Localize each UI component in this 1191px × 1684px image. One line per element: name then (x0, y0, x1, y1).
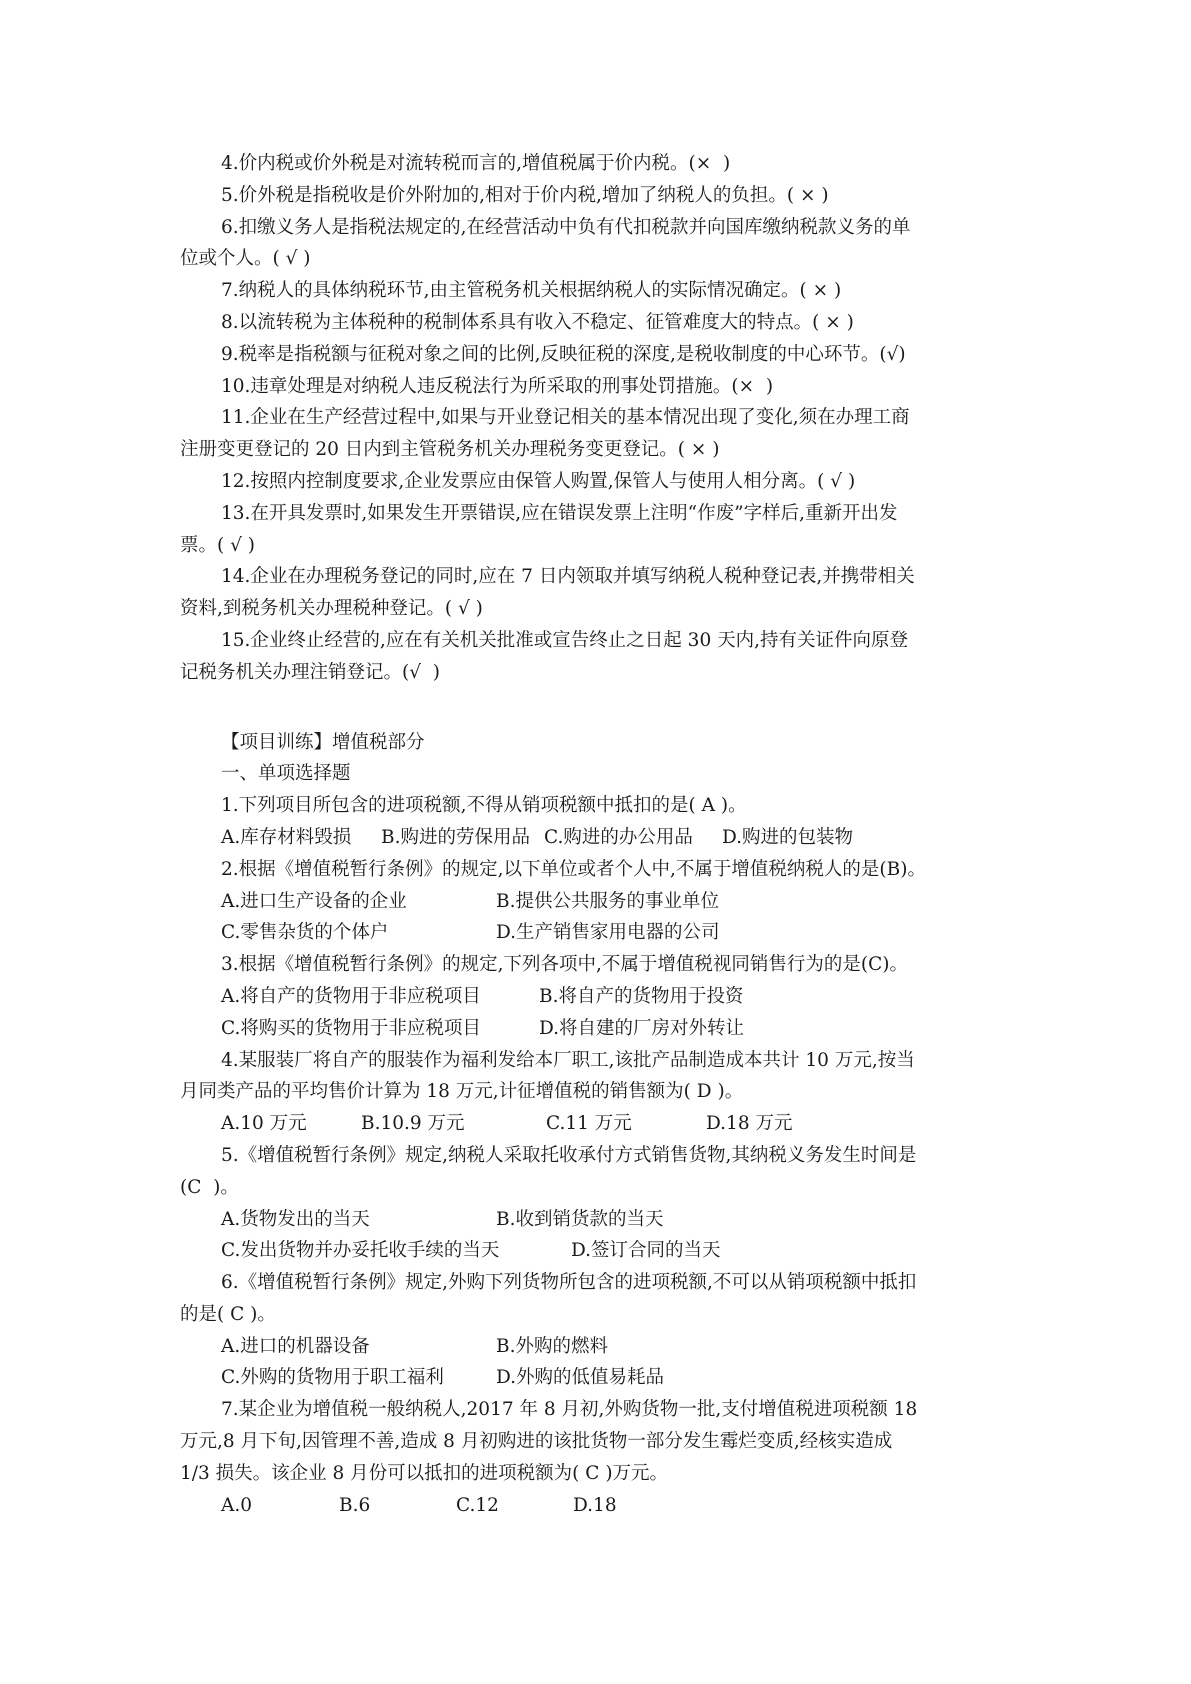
option-row (180, 1235, 1021, 1267)
judgement-item (180, 307, 1021, 339)
judgement-item (180, 498, 1021, 562)
judgement-item (180, 561, 1021, 625)
question-stem-line: 5.《增值税暂行条例》规定,纳税人采取托收承付方式销售货物,其纳税义务发生时间是 (221, 1144, 917, 1166)
answer-option: D.生产销售家用电器的公司 (496, 922, 720, 944)
answer-option: A.进口的机器设备 (221, 1335, 370, 1357)
answer-option: B.提供公共服务的事业单位 (496, 890, 719, 912)
option-row (180, 1331, 1021, 1363)
answer-option: C.购进的办公用品 (544, 826, 693, 848)
judgement-item (180, 625, 1021, 689)
multiple-choice-questions (180, 790, 1021, 1521)
answer-option: D.外购的低值易耗品 (496, 1367, 665, 1389)
question-stem-line: 1/3 损失。该企业 8 月份可以抵扣的进项税额为( C )万元。 (180, 1462, 669, 1484)
section-gap (180, 689, 1021, 727)
judgement-item (180, 402, 1021, 466)
judgement-item-line: 4.价内税或价外税是对流转税而言的,增值税属于价内税。(× ) (221, 153, 731, 174)
answer-option: B.外购的燃料 (496, 1335, 608, 1357)
subsection-title: 一、单项选择题 (221, 763, 351, 785)
judgement-item (180, 275, 1021, 307)
question-stem-line: 7.某企业为增值税一般纳税人,2017 年 8 月初,外购货物一批,支付增值税进项税额 18 (221, 1399, 918, 1421)
answer-option: A.将自产的货物用于非应税项目 (221, 985, 481, 1007)
answer-option: C.11 万元 (546, 1113, 632, 1135)
judgement-item-line: 8.以流转税为主体税种的税制体系具有收入不稳定、征管难度大的特点。( × ) (221, 311, 854, 333)
judgement-item-line: 11.企业在生产经营过程中,如果与开业登记相关的基本情况出现了变化,须在办理工商 (221, 407, 910, 429)
question-item (180, 790, 1021, 854)
true-false-questions (180, 148, 1021, 689)
judgement-item-line: 12.按照内控制度要求,企业发票应由保管人购置,保管人与使用人相分离。( √ ) (221, 470, 856, 492)
answer-option: A.进口生产设备的企业 (221, 890, 407, 912)
option-row (180, 886, 1021, 918)
option-row (180, 917, 1021, 949)
answer-option: C.零售杂货的个体户 (221, 922, 389, 944)
question-stem-line: 3.根据《增值税暂行条例》的规定,下列各项中,不属于增值税视同销售行为的是(C)。 (221, 954, 909, 976)
option-row (180, 822, 1021, 854)
answer-option: A.货物发出的当天 (221, 1208, 370, 1230)
judgement-item-line: 10.违章处理是对纳税人违反税法行为所采取的刑事处罚措施。(× ) (221, 375, 774, 397)
answer-option: C.将购买的货物用于非应税项目 (221, 1017, 481, 1039)
judgement-item-line: 位或个人。( √ ) (180, 248, 311, 270)
judgement-item (180, 466, 1021, 498)
judgement-item-line: 7.纳税人的具体纳税环节,由主管税务机关根据纳税人的实际情况确定。( × ) (221, 280, 842, 302)
answer-option: B.购进的劳保用品 (381, 826, 530, 848)
judgement-item (180, 180, 1021, 212)
question-stem-line: 4.某服装厂将自产的服装作为福利发给本厂职工,该批产品制造成本共计 10 万元,按当 (221, 1049, 915, 1071)
judgement-item (180, 212, 1021, 276)
option-row (180, 1013, 1021, 1045)
option-row (180, 1204, 1021, 1236)
answer-option: D.18 万元 (706, 1113, 793, 1135)
answer-option: A.0 (221, 1494, 253, 1516)
answer-option: A.库存材料毁损 (221, 826, 352, 848)
judgement-item (180, 148, 1021, 180)
answer-option: C.发出货物并办妥托收手续的当天 (221, 1240, 500, 1262)
answer-option: B.收到销货款的当天 (496, 1208, 664, 1230)
answer-option: B.6 (339, 1494, 371, 1516)
judgement-item (180, 371, 1021, 403)
judgement-item-line: 9.税率是指税额与征税对象之间的比例,反映征税的深度,是税收制度的中心环节。(√) (221, 343, 906, 365)
answer-option: C.外购的货物用于职工福利 (221, 1367, 444, 1389)
question-item (180, 1267, 1021, 1394)
answer-option: B.10.9 万元 (361, 1113, 465, 1135)
question-item (180, 854, 1021, 949)
question-item (180, 1045, 1021, 1140)
answer-option: D.将自建的厂房对外转让 (539, 1017, 745, 1039)
question-stem-line: (C )。 (180, 1176, 239, 1198)
answer-option: B.将自产的货物用于投资 (539, 985, 744, 1007)
question-stem-line: 月同类产品的平均售价计算为 18 万元,计征增值税的销售额为( D )。 (180, 1081, 744, 1103)
question-stem-line: 的是( C )。 (180, 1303, 276, 1325)
answer-option: D.签订合同的当天 (571, 1240, 721, 1262)
question-item (180, 1394, 1021, 1521)
judgement-item-line: 6.扣缴义务人是指税法规定的,在经营活动中负有代扣税款并向国库缴纳税款义务的单 (221, 216, 911, 238)
question-stem-line: 6.《增值税暂行条例》规定,外购下列货物所包含的进项税额,不可以从销项税额中抵扣 (221, 1272, 917, 1294)
answer-option: D.18 (573, 1494, 617, 1516)
judgement-item (180, 339, 1021, 371)
question-item (180, 1140, 1021, 1267)
question-stem-line: 万元,8 月下旬,因管理不善,造成 8 月初购进的该批货物一部分发生霉烂变质,经核实造成 (180, 1431, 893, 1453)
section-title: 【项目训练】增值税部分 (221, 731, 425, 753)
answer-option: A.10 万元 (221, 1113, 307, 1135)
judgement-item-line: 5.价外税是指税收是价外附加的,相对于价内税,增加了纳税人的负担。( × ) (221, 184, 829, 206)
option-row (180, 1490, 1021, 1522)
option-row (180, 1108, 1021, 1140)
judgement-item-line: 票。( √ ) (180, 534, 255, 556)
judgement-item-line: 15.企业终止经营的,应在有关机关批准或宣告终止之日起 30 天内,持有关证件向原登 (221, 629, 908, 651)
question-stem-line: 1.下列项目所包含的进项税额,不得从销项税额中抵扣的是( A )。 (221, 795, 747, 817)
judgement-item-line: 注册变更登记的 20 日内到主管税务机关办理税务变更登记。( × ) (180, 439, 720, 461)
judgement-item-line: 记税务机关办理注销登记。(√ ) (180, 661, 440, 683)
option-row (180, 1362, 1021, 1394)
judgement-item-line: 14.企业在办理税务登记的同时,应在 7 日内领取并填写纳税人税种登记表,并携带相关 (221, 566, 915, 588)
question-item (180, 949, 1021, 1044)
judgement-item-line: 13.在开具发票时,如果发生开票错误,应在错误发票上注明“作废”字样后,重新开出发 (221, 502, 898, 524)
answer-option: C.12 (456, 1494, 499, 1516)
question-stem-line: 2.根据《增值税暂行条例》的规定,以下单位或者个人中,不属于增值税纳税人的是(B)。 (221, 858, 926, 880)
judgement-item-line: 资料,到税务机关办理税种登记。( √ ) (180, 598, 483, 620)
option-row (180, 981, 1021, 1013)
answer-option: D.购进的包装物 (722, 826, 854, 848)
